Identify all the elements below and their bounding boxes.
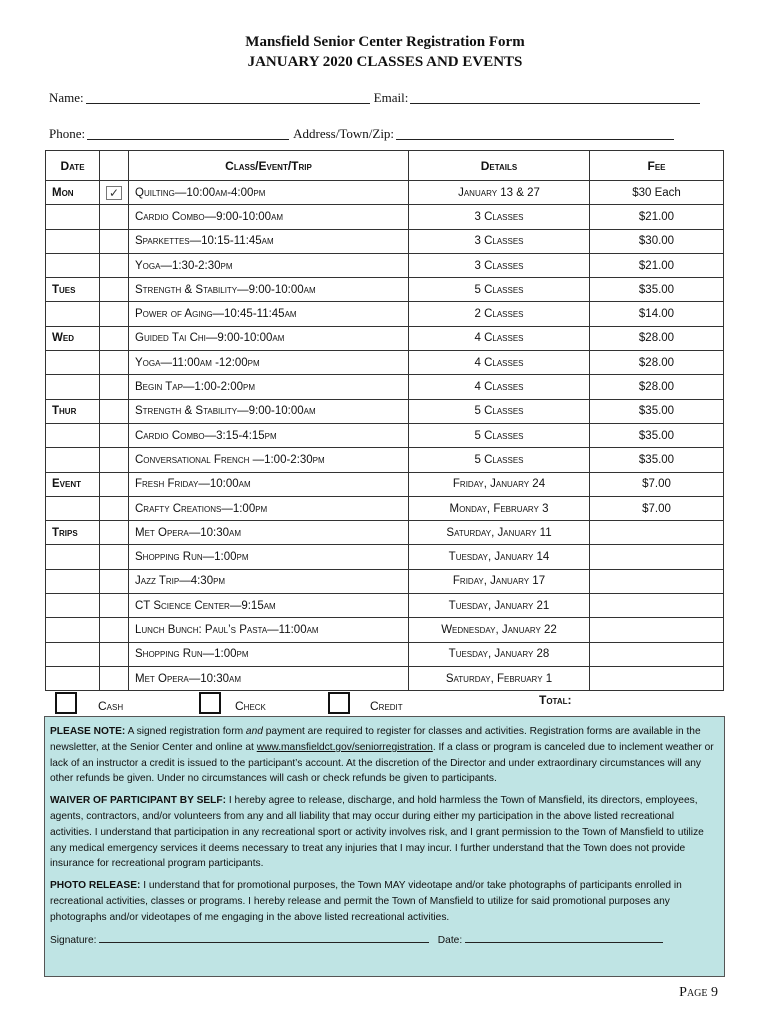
waiver-label: WAIVER OF PARTICIPANT BY SELF: <box>50 795 227 807</box>
row-day <box>46 375 100 399</box>
row-checkbox[interactable] <box>100 545 129 569</box>
row-details: 5 Classes <box>409 399 590 423</box>
table-row <box>46 278 724 302</box>
row-checkbox[interactable] <box>100 326 129 350</box>
please-note-label: PLEASE NOTE: <box>50 726 126 737</box>
row-checkbox[interactable] <box>100 229 129 253</box>
row-details: Friday, January 24 <box>409 472 590 496</box>
row-item: Power of Aging—10:45-11:45am <box>129 302 409 326</box>
row-item: Lunch Bunch: Paul’s Pasta—11:00am <box>129 618 409 642</box>
row-fee <box>590 594 724 618</box>
row-fee: $35.00 <box>590 278 724 302</box>
row-item: Shopping Run—1:00pm <box>129 642 409 666</box>
row-checkbox[interactable] <box>100 302 129 326</box>
row-fee: $7.00 <box>590 496 724 520</box>
row-fee <box>590 569 724 593</box>
email-field[interactable] <box>410 92 700 104</box>
row-fee: $28.00 <box>590 375 724 399</box>
credit-label: Credit <box>370 699 403 713</box>
row-checkbox[interactable] <box>100 594 129 618</box>
waiver-text: I hereby agree to release, discharge, and hold harmless the Town of Mansfield, its directors, employees, agents, contractors, and/or volunteers from any and all liability that may occur during either my participation in the above listed recreational activities. I understand that participation in any recreational sport or activity involves risk, and I grant permission to the Town of Mansfield to utilize any medical emergency services it deems necessary to treat any injuries that I may incur. I further understand that the Town does not provide insurance for recreational program participants. <box>50 795 704 870</box>
form-title: Mansfield Senior Center Registration Form <box>245 34 525 50</box>
row-item: Jazz Trip—4:30pm <box>129 569 409 593</box>
row-fee <box>590 666 724 690</box>
row-fee: $28.00 <box>590 351 724 375</box>
row-fee: $21.00 <box>590 205 724 229</box>
table-row <box>46 229 724 253</box>
row-fee <box>590 521 724 545</box>
row-details: 3 Classes <box>409 229 590 253</box>
signature-row <box>50 932 718 949</box>
row-checkbox[interactable] <box>100 642 129 666</box>
table-row <box>46 569 724 593</box>
row-details: Friday, January 17 <box>409 569 590 593</box>
please-note-text-2: payment are required to register for classes and activities. Registration forms are available in the newsletter, at the Senior Center and online at <box>50 726 701 753</box>
row-day <box>46 618 100 642</box>
row-checkbox[interactable] <box>100 351 129 375</box>
signature-field[interactable] <box>99 932 429 943</box>
check-label: Check <box>235 699 266 713</box>
waiver-paragraph <box>50 793 718 872</box>
table-row <box>46 448 724 472</box>
row-day <box>46 545 100 569</box>
total-label: Total: <box>539 693 572 707</box>
address-label: Address/Town/Zip: <box>293 126 395 141</box>
check-checkbox[interactable] <box>199 692 221 714</box>
row-day: Trips <box>46 521 100 545</box>
row-fee: $35.00 <box>590 423 724 447</box>
table-row <box>46 302 724 326</box>
name-field[interactable] <box>86 92 370 104</box>
cash-checkbox[interactable] <box>55 692 77 714</box>
row-day <box>46 642 100 666</box>
table-row <box>46 594 724 618</box>
table-row <box>46 253 724 277</box>
row-day: Mon <box>46 181 100 205</box>
row-day <box>46 569 100 593</box>
table-row <box>46 642 724 666</box>
row-item: Guided Tai Chi—9:00-10:00am <box>129 326 409 350</box>
row-details: 4 Classes <box>409 351 590 375</box>
row-fee: $7.00 <box>590 472 724 496</box>
row-item: Cardio Combo—9:00-10:00am <box>129 205 409 229</box>
row-item: Strength & Stability—9:00-10:00am <box>129 278 409 302</box>
row-item: Quilting—10:00am-4:00pm <box>129 181 409 205</box>
row-day <box>46 423 100 447</box>
name-label: Name: <box>49 90 84 105</box>
row-details: 5 Classes <box>409 448 590 472</box>
row-fee: $35.00 <box>590 448 724 472</box>
row-item: Met Opera—10:30am <box>129 666 409 690</box>
row-details: 5 Classes <box>409 278 590 302</box>
please-note-paragraph <box>50 724 718 787</box>
table-row <box>46 472 724 496</box>
row-day: Thur <box>46 399 100 423</box>
table-row <box>46 521 724 545</box>
signature-label: Signature: <box>50 934 97 946</box>
row-checkbox[interactable] <box>100 205 129 229</box>
name-email-row <box>49 90 717 106</box>
row-details: Tuesday, January 14 <box>409 545 590 569</box>
row-checkbox[interactable] <box>100 423 129 447</box>
page-number: Page 9 <box>679 985 718 1000</box>
row-checkbox[interactable] <box>100 253 129 277</box>
row-fee: $21.00 <box>590 253 724 277</box>
checkmark-icon: ✓ <box>106 186 122 200</box>
row-details: 4 Classes <box>409 375 590 399</box>
row-item: Cardio Combo—3:15-4:15pm <box>129 423 409 447</box>
row-checkbox[interactable] <box>100 448 129 472</box>
row-details: 3 Classes <box>409 253 590 277</box>
row-checkbox[interactable] <box>100 181 129 205</box>
row-item: Shopping Run—1:00pm <box>129 545 409 569</box>
row-details: 4 Classes <box>409 326 590 350</box>
schedule-table <box>45 150 724 691</box>
row-details: 3 Classes <box>409 205 590 229</box>
table-row <box>46 545 724 569</box>
row-day <box>46 253 100 277</box>
header-check <box>100 151 129 181</box>
form-subtitle: JANUARY 2020 CLASSES AND EVENTS <box>247 54 523 70</box>
row-day: Wed <box>46 326 100 350</box>
row-item: Crafty Creations—1:00pm <box>129 496 409 520</box>
table-row <box>46 326 724 350</box>
table-row <box>46 423 724 447</box>
row-checkbox[interactable] <box>100 569 129 593</box>
row-checkbox[interactable] <box>100 375 129 399</box>
row-item: Met Opera—10:30am <box>129 521 409 545</box>
table-row <box>46 351 724 375</box>
row-fee: $14.00 <box>590 302 724 326</box>
row-checkbox[interactable] <box>100 399 129 423</box>
row-fee <box>590 618 724 642</box>
row-item: CT Science Center—9:15am <box>129 594 409 618</box>
header-date: Date <box>46 151 100 181</box>
table-row <box>46 666 724 690</box>
row-day <box>46 205 100 229</box>
photo-release-paragraph <box>50 878 718 925</box>
row-day: Event <box>46 472 100 496</box>
table-row <box>46 496 724 520</box>
row-item: Yoga—1:30-2:30pm <box>129 253 409 277</box>
date-label: Date: <box>437 934 463 946</box>
row-item: Sparkettes—10:15-11:45am <box>129 229 409 253</box>
header-fee: Fee <box>590 151 724 181</box>
please-note-and: and <box>245 726 263 737</box>
row-details: Saturday, January 11 <box>409 521 590 545</box>
please-note-text-3: . If a class or program is canceled due to inclement weather or lack of an instructor a credit is issued to the participant’s account. At the discretion of the Director and under extraordinary circumstances will any other refunds be given. Under no circumstances will cash or check refunds be given to participants. <box>50 741 714 785</box>
row-day <box>46 448 100 472</box>
email-label: Email: <box>373 90 409 105</box>
row-fee: $28.00 <box>590 326 724 350</box>
row-fee: $30.00 <box>590 229 724 253</box>
row-day <box>46 229 100 253</box>
row-day <box>46 666 100 690</box>
row-details: Tuesday, January 21 <box>409 594 590 618</box>
row-checkbox[interactable] <box>100 472 129 496</box>
header-class: Class/Event/Trip <box>129 151 409 181</box>
notice-box <box>44 716 725 977</box>
row-day <box>46 351 100 375</box>
row-day <box>46 302 100 326</box>
photo-release-label: PHOTO RELEASE: <box>50 880 141 892</box>
photo-release-text: I understand that for promotional purposes, the Town MAY videotape and/or take photographs of participants enrolled in recreational activities, classes or programs. I hereby release and permit the Town of Mansfield to utilize for said promotional purposes any photographs and/or videotapes of me engaging in the above listed recreational activities. <box>50 880 682 923</box>
please-note-text: A signed registration form <box>125 726 246 737</box>
row-fee: $30 Each <box>590 181 724 205</box>
header-details: Details <box>409 151 590 181</box>
date-field[interactable] <box>465 932 663 943</box>
row-details: Saturday, February 1 <box>409 666 590 690</box>
row-details: January 13 & 27 <box>409 181 590 205</box>
row-details: 2 Classes <box>409 302 590 326</box>
registration-link[interactable]: www.mansfieldct.gov/seniorregistration <box>256 741 433 753</box>
row-details: Wednesday, January 22 <box>409 618 590 642</box>
row-checkbox[interactable] <box>100 278 129 302</box>
row-item: Conversational French —1:00-2:30pm <box>129 448 409 472</box>
row-day: Tues <box>46 278 100 302</box>
row-fee <box>590 545 724 569</box>
credit-checkbox[interactable] <box>328 692 350 714</box>
row-checkbox[interactable] <box>100 521 129 545</box>
row-checkbox[interactable] <box>100 496 129 520</box>
row-details: Monday, February 3 <box>409 496 590 520</box>
row-day <box>46 496 100 520</box>
table-row <box>46 375 724 399</box>
payment-row <box>55 690 715 716</box>
table-row <box>46 618 724 642</box>
row-details: 5 Classes <box>409 423 590 447</box>
row-item: Strength & Stability—9:00-10:00am <box>129 399 409 423</box>
phone-label: Phone: <box>49 126 86 141</box>
row-item: Begin Tap—1:00-2:00pm <box>129 375 409 399</box>
row-checkbox[interactable] <box>100 666 129 690</box>
table-row <box>46 181 724 205</box>
row-day <box>46 594 100 618</box>
table-row <box>46 205 724 229</box>
row-checkbox[interactable] <box>100 618 129 642</box>
row-item: Fresh Friday—10:00am <box>129 472 409 496</box>
row-item: Yoga—11:00am -12:00pm <box>129 351 409 375</box>
table-row <box>46 399 724 423</box>
table-header-row <box>46 151 724 181</box>
phone-field[interactable] <box>87 128 289 140</box>
row-fee: $35.00 <box>590 399 724 423</box>
address-field[interactable] <box>396 128 674 140</box>
row-details: Tuesday, January 28 <box>409 642 590 666</box>
row-fee <box>590 642 724 666</box>
phone-address-row <box>49 126 717 142</box>
cash-label: Cash <box>98 699 124 713</box>
